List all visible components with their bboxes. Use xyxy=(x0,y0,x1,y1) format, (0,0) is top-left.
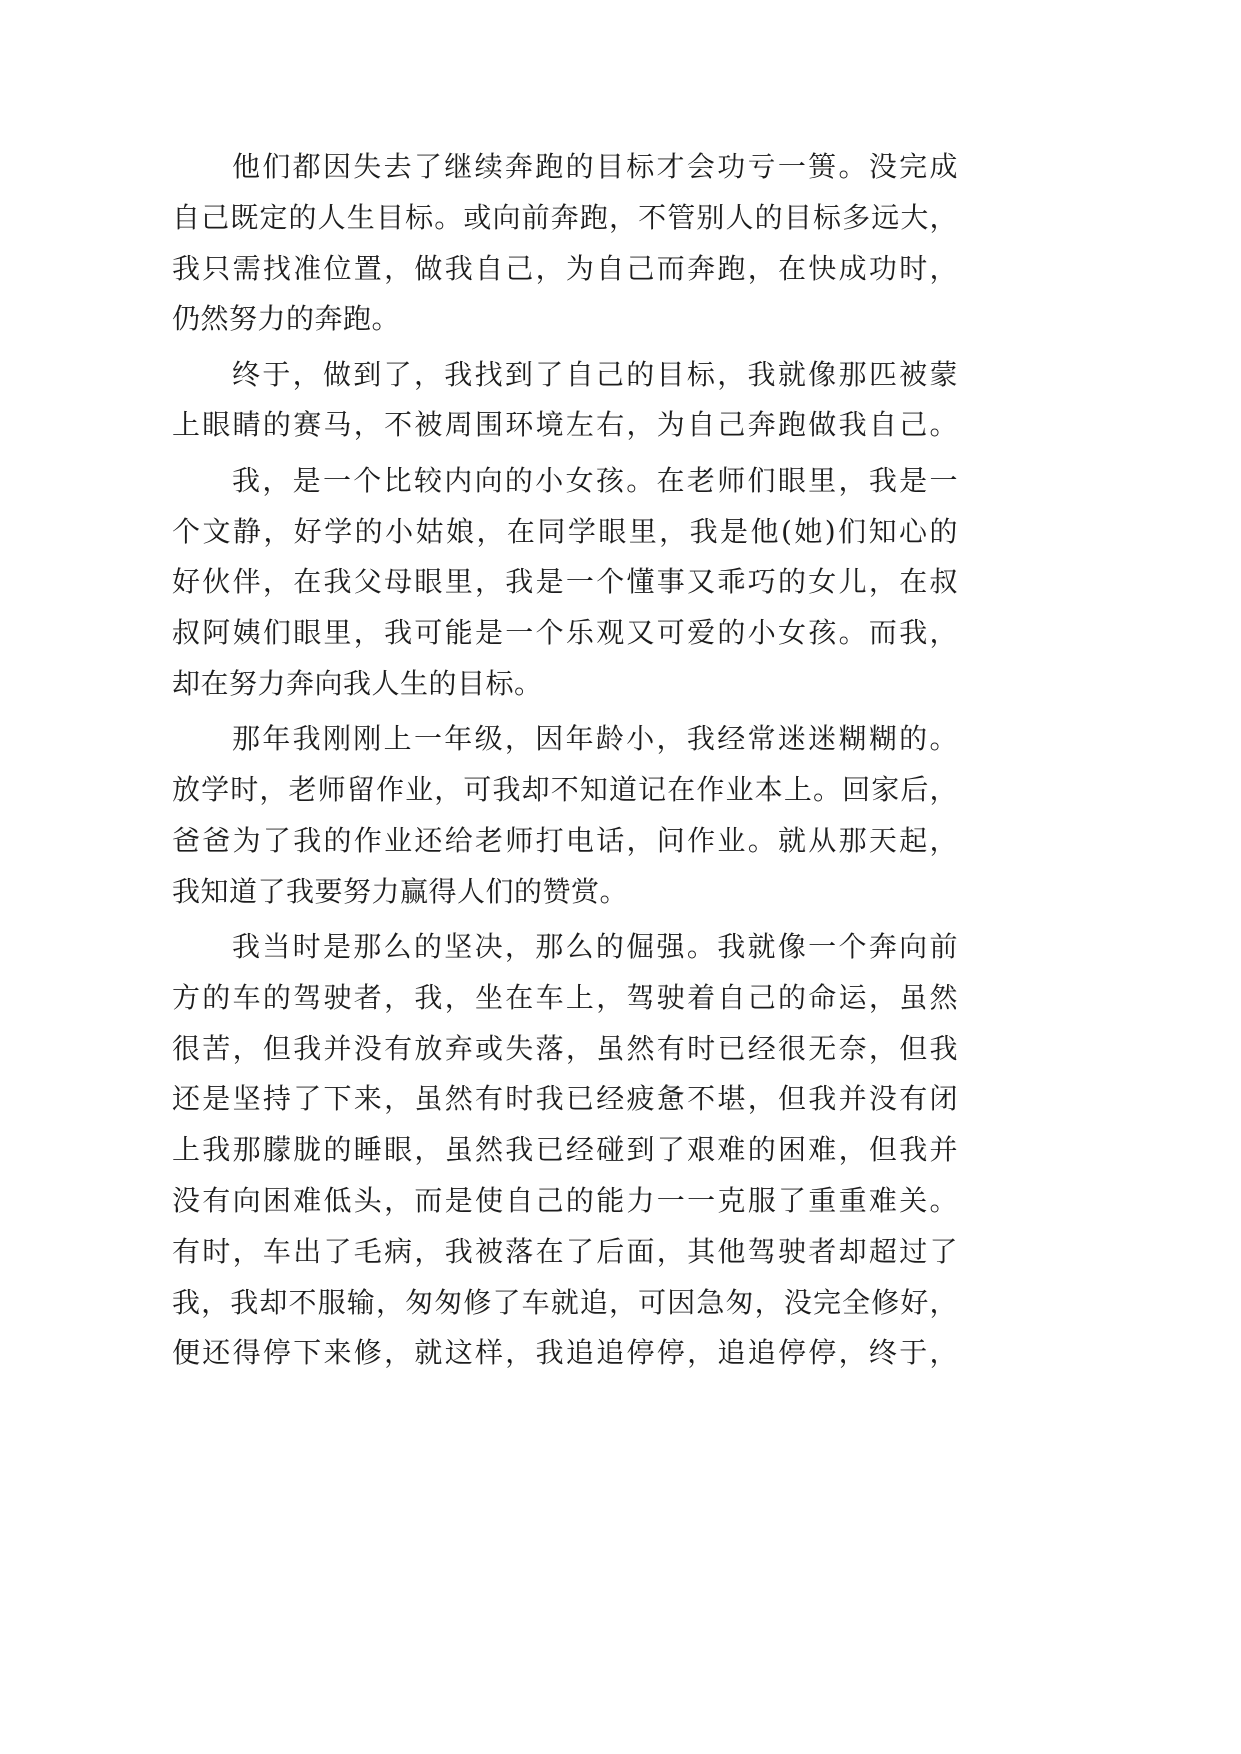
text-line: 我，是一个比较内向的小女孩。在老师们眼里，我是一 xyxy=(232,463,958,497)
text-line: 终于，做到了，我找到了自己的目标，我就像那匹被蒙 xyxy=(232,357,958,391)
text-line: 却在努力奔向我人生的目标。 xyxy=(172,666,543,700)
paragraph xyxy=(172,142,958,345)
text-line: 个文静，好学的小姑娘，在同学眼里，我是他(她)们知心的 xyxy=(172,514,958,548)
text-line: 没有向困难低头，而是使自己的能力一一克服了重重难关。 xyxy=(172,1183,958,1217)
text-line: 我，我却不服输，匆匆修了车就追，可因急匆，没完全修好， xyxy=(172,1285,958,1319)
text-line: 那年我刚刚上一年级，因年龄小，我经常迷迷糊糊的。 xyxy=(232,722,958,756)
text-line: 方的车的驾驶者，我，坐在车上，驾驶着自己的命运，虽然 xyxy=(172,980,958,1014)
text-line: 放学时，老师留作业，可我却不知道记在作业本上。回家后， xyxy=(172,773,958,807)
text-line: 爸爸为了我的作业还给老师打电话，问作业。就从那天起， xyxy=(172,823,958,857)
text-line: 上我那朦胧的睡眼，虽然我已经碰到了艰难的困难，但我并 xyxy=(172,1133,958,1167)
text-line: 还是坚持了下来，虽然有时我已经疲惫不堪，但我并没有闭 xyxy=(172,1082,958,1116)
text-line: 他们都因失去了继续奔跑的目标才会功亏一篑。没完成 xyxy=(232,150,958,183)
text-line: 叔阿姨们眼里，我可能是一个乐观又可爱的小女孩。而我， xyxy=(172,616,958,650)
text-line: 我只需找准位置，做我自己，为自己而奔跑，在快成功时， xyxy=(172,251,958,285)
text-line: 我知道了我要努力赢得人们的赞赏。 xyxy=(172,874,629,908)
text-line: 我当时是那么的坚决，那么的倔强。我就像一个奔向前 xyxy=(232,929,958,963)
paragraph xyxy=(172,350,958,452)
text-line: 便还得停下来修，就这样，我追追停停，追追停停，终于， xyxy=(172,1336,958,1370)
paragraph xyxy=(172,456,958,710)
document-body xyxy=(172,142,958,1384)
paragraph xyxy=(172,922,958,1379)
text-line: 很苦，但我并没有放弃或失落，虽然有时已经很无奈，但我 xyxy=(172,1031,958,1065)
text-line: 上眼睛的赛马，不被周围环境左右，为自己奔跑做我自己。 xyxy=(172,408,958,442)
text-line: 仍然努力的奔跑。 xyxy=(172,302,401,336)
text-line: 好伙伴，在我父母眼里，我是一个懂事又乖巧的女儿，在叔 xyxy=(172,565,958,599)
text-line: 自己既定的人生目标。或向前奔跑，不管别人的目标多远大， xyxy=(172,200,958,234)
paragraph xyxy=(172,714,958,917)
text-line: 有时，车出了毛病，我被落在了后面，其他驾驶者却超过了 xyxy=(172,1234,958,1268)
